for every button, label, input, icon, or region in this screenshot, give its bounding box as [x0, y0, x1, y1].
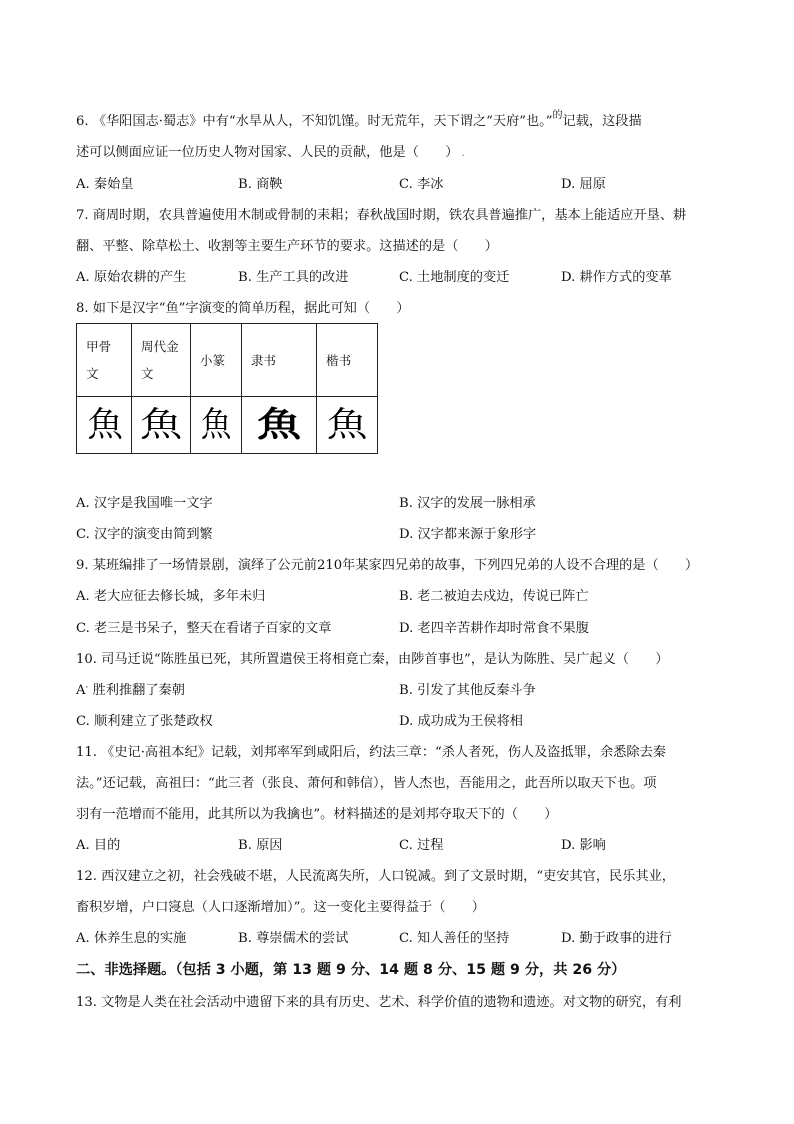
q12-option-a[interactable]: A. 休养生息的实施: [76, 931, 187, 946]
q7-option-c[interactable]: C. 土地制度的变迁: [399, 270, 510, 285]
glyph-small-seal: [190, 397, 241, 454]
q9-option-d[interactable]: D. 老四辛苦耕作却时常食不果腹: [399, 621, 589, 636]
q8-line1: 8. 如下是汉字“鱼”字演变的简单历程，据此可知（ ）: [76, 301, 410, 316]
header-small-seal: 小篆: [190, 324, 241, 397]
q6-stem: 述可以侧面应证一位历史人物对国家、人民的贡献，他是（ ）: [76, 145, 459, 160]
q9-line1: 9. 某班编排了一场情景剧，演绎了公元前210年某家四兄弟的故事，下列四兄弟的人设不合理的是（ ）: [76, 558, 699, 573]
q12-line2: 畜积岁增，户口寖息（人口逐渐增加）”。这一变化主要得益于（ ）: [76, 900, 485, 915]
q6-dot: .: [458, 148, 465, 159]
q10-option-a-letter: A: [76, 683, 86, 698]
q8-option-c[interactable]: C. 汉字的演变由简到繁: [76, 527, 213, 542]
q10-option-a-text: 胜利推翻了秦朝: [92, 683, 185, 698]
glyph-clerical: [241, 397, 316, 454]
q13-line1: 13. 文物是人类在社会活动中遗留下来的具有历史、艺术、科学价值的遗物和遗迹。对文物的研究，有利: [76, 995, 682, 1010]
q11-option-d[interactable]: D. 影响: [561, 838, 606, 853]
q6-option-b[interactable]: B. 商鞅: [238, 177, 283, 192]
q11-option-b[interactable]: B. 原因: [238, 838, 283, 853]
q12-option-c[interactable]: C. 知人善任的坚持: [399, 931, 510, 946]
q6-text: 6. 《华阳国志·蜀志》中有“水旱从人，不知饥馑。时无荒年，天下谓之“天府”也。”: [76, 114, 553, 129]
q10-option-a-dot: ·: [85, 683, 89, 693]
q11-option-a[interactable]: A. 目的: [76, 838, 121, 853]
bronze-fish-glyph: 魚: [139, 405, 183, 445]
q12-option-d[interactable]: D. 勤于政事的进行: [561, 931, 672, 946]
q11-line1: 11. 《史记·高祖本纪》记载，刘邦率军到咸阳后，约法三章：“杀人者死，伤人及盗抵罪，余悉除去秦: [76, 745, 666, 760]
q8-option-b[interactable]: B. 汉字的发展一脉相承: [399, 496, 536, 511]
q6-option-d[interactable]: D. 屈原: [561, 177, 606, 192]
q6-line1: [76, 110, 642, 132]
header-clerical: 隶书: [241, 324, 316, 397]
section2-heading: 二、非选择题。（包括 3 小题，第 13 题 9 分、14 题 8 分、15 题 9 分，共 26 分）: [76, 962, 626, 978]
q11-line3: 羽有一范增而不能用，此其所以为我擒也”。材料描述的是刘邦夺取天下的（ ）: [76, 807, 558, 822]
q6-superscript: 的: [552, 110, 563, 121]
q8-option-a[interactable]: A. 汉字是我国唯一文字: [76, 496, 213, 511]
q7-option-a[interactable]: A. 原始农耕的产生: [76, 270, 187, 285]
glyph-bronze: [131, 397, 190, 454]
header-oracle-bone: 甲骨 文: [77, 324, 132, 397]
q12-option-b[interactable]: B. 尊崇儒术的尝试: [238, 931, 349, 946]
q6-line2: [76, 144, 465, 163]
q10-option-d[interactable]: D. 成功成为王侯将相: [399, 714, 523, 729]
q7-option-d[interactable]: D. 耕作方式的变革: [561, 270, 672, 285]
q6-option-a[interactable]: A. 秦始皇: [76, 177, 134, 192]
header-bronze: 周代金 文: [131, 324, 190, 397]
q7-option-b[interactable]: B. 生产工具的改进: [238, 270, 349, 285]
q9-option-b[interactable]: B. 老二被迫去戍边，传说已阵亡: [399, 589, 589, 604]
q9-option-c[interactable]: C. 老三是书呆子，整天在看诸子百家的文章: [76, 621, 332, 636]
oracle-bone-fish-glyph: 魚: [87, 405, 121, 445]
q7-line2: 翻、平整、除草松土、收割等主要生产环节的要求。这描述的是（ ）: [76, 239, 498, 254]
q7-line1: 7. 商周时期，农具普遍使用木制或骨制的耒耜；春秋战国时期，铁农具普遍推广，基本上能适应开垦、耕: [76, 208, 687, 223]
q6-text-end: 记载，这段描: [562, 114, 642, 129]
seal-fish-glyph: 魚: [200, 405, 232, 445]
glyph-oracle-bone: [77, 397, 132, 454]
q12-line1: 12. 西汉建立之初，社会残破不堪，人民流离失所，人口锐减。到了文景时期，“吏安其官，民乐其业，: [76, 869, 675, 884]
glyph-regular: [316, 397, 377, 454]
q8-option-d[interactable]: D. 汉字都来源于象形字: [399, 527, 537, 542]
clerical-fish-glyph: 魚: [256, 405, 301, 445]
regular-fish-glyph: 魚: [326, 405, 368, 445]
q11-option-c[interactable]: C. 过程: [399, 838, 444, 853]
header-regular: 楷书: [316, 324, 377, 397]
q11-line2: 法。”还记载，高祖曰：“此三者（张良、萧何和韩信），皆人杰也，吾能用之，此吾所以取天下也。项: [76, 776, 657, 791]
q10-line1: 10. 司马迁说“陈胜虽已死，其所置遣侯王将相竟亡秦，由陟首事也”，是认为陈胜、吴广起义（ ）: [76, 652, 669, 667]
q10-option-c[interactable]: C. 顺利建立了张楚政权: [76, 714, 213, 729]
q10-option-b[interactable]: B. 引发了其他反秦斗争: [399, 683, 536, 698]
q6-option-c[interactable]: C. 李冰: [399, 177, 444, 192]
q9-option-a[interactable]: A. 老大应征去修长城，多年未归: [76, 589, 266, 604]
q10-option-a[interactable]: [76, 682, 185, 701]
script-evolution-table: [76, 323, 378, 454]
